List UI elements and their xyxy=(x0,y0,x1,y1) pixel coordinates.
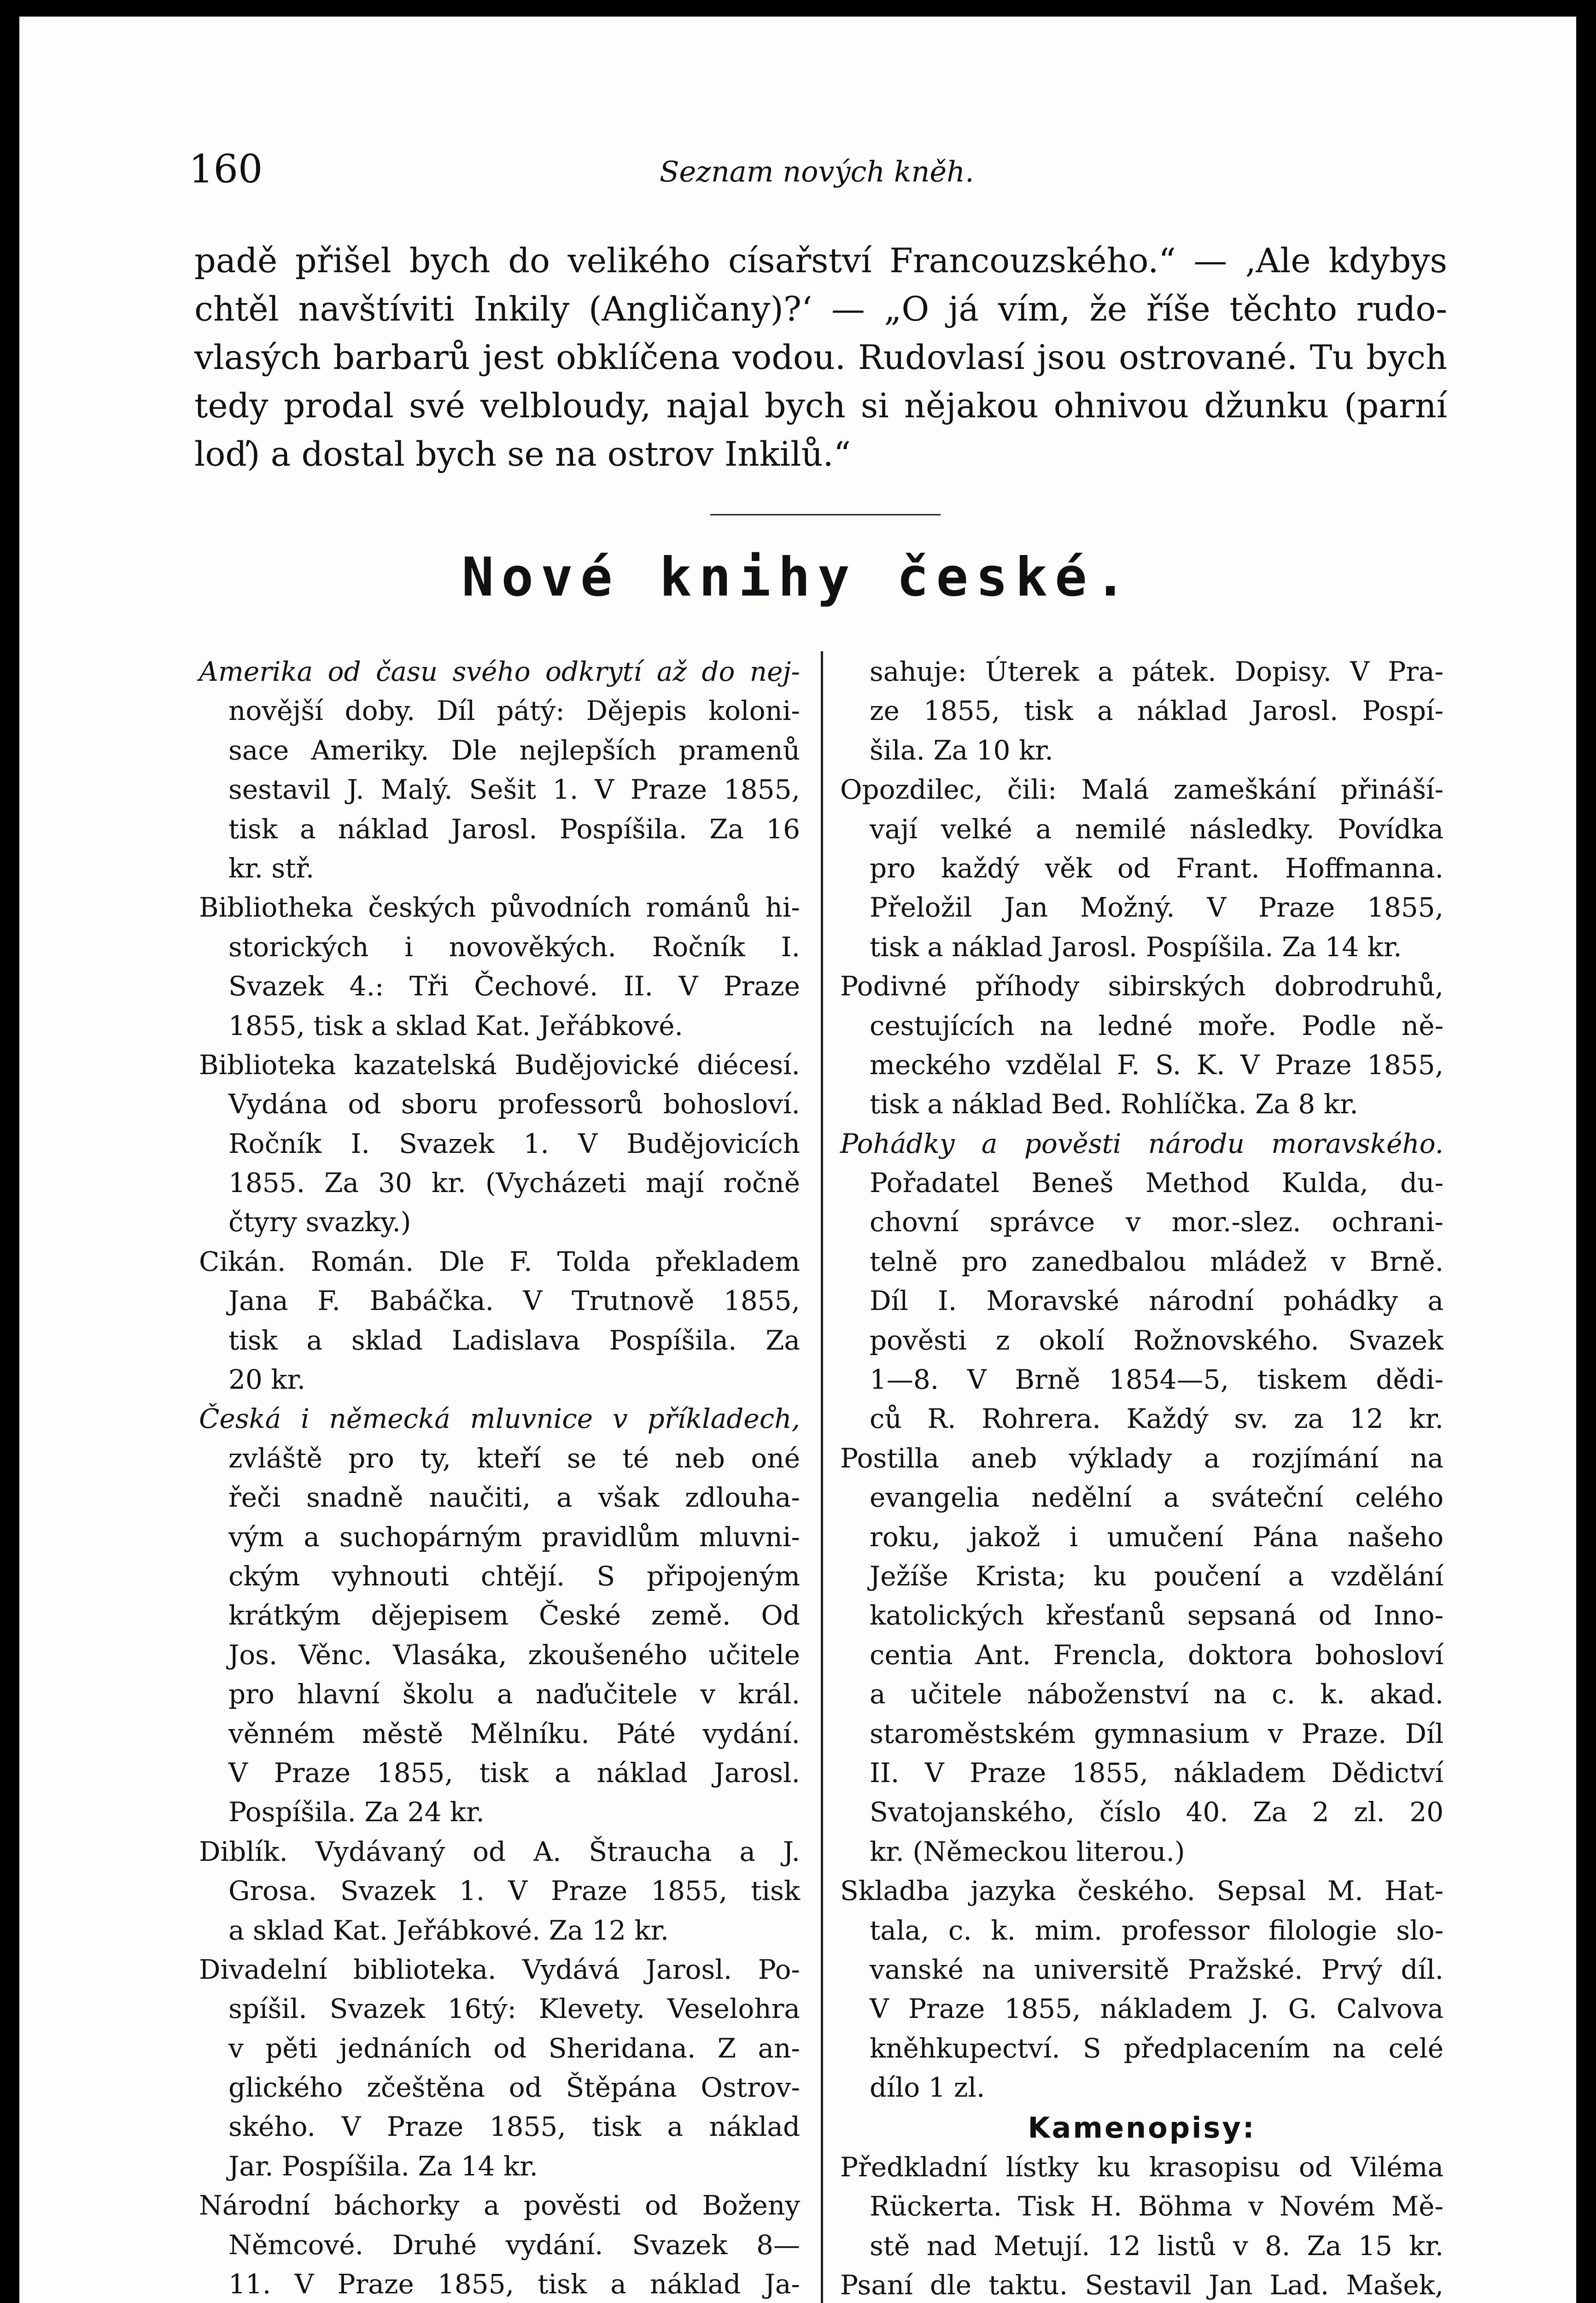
entry-line-text: a sklad Kat. Jeřábkové. Za 12 kr. xyxy=(228,1914,669,1946)
entry-line-text: ze 1855, tisk a náklad Jarosl. Pospí- xyxy=(870,695,1444,727)
entry-line-text: stě nad Metují. 12 listů v 8. Za 15 kr. xyxy=(870,2230,1444,2262)
entry-line xyxy=(840,2029,1444,2068)
entry-line-text: roku, jakož i umučení Pána našeho xyxy=(870,1521,1444,1553)
entry-line xyxy=(840,2148,1444,2187)
entry-line-text: novější doby. Díl pátý: Dějepis koloni- xyxy=(228,695,800,727)
entry-line xyxy=(840,1085,1444,1124)
entry-line-text: zvláště pro ty, kteří se té neb oné xyxy=(228,1442,800,1474)
entry-line xyxy=(840,770,1444,809)
entry-line xyxy=(840,1754,1444,1793)
running-title: Seznam nových kněh. xyxy=(660,155,974,188)
entry-line-text: pro hlavní školu a naďučitele v král. xyxy=(228,1678,800,1710)
entry-line xyxy=(840,2266,1444,2303)
entry-line-text: Ježíše Krista; ku poučení a vzdělání xyxy=(870,1560,1444,1592)
column-divider xyxy=(821,651,823,2303)
entry-line xyxy=(199,770,800,809)
entry-line xyxy=(199,1754,800,1793)
entry-line-text: Biblioteka kazatelská Budějovické diécesí. xyxy=(199,1049,800,1081)
entry-line-text: Národní báchorky a pověsti od Boženy xyxy=(199,2190,800,2221)
entry-line xyxy=(199,1439,800,1478)
entry-line-text: Předkladní lístky ku krasopisu od Viléma xyxy=(840,2151,1444,2183)
entry-line xyxy=(199,967,800,1006)
right-column xyxy=(840,652,1444,2107)
entry-line xyxy=(840,1871,1444,1911)
entry-line xyxy=(199,1675,800,1714)
entry-line-text: kr. stř. xyxy=(228,852,315,884)
entry-line-text: tala, c. k. mim. professor filologie slo- xyxy=(870,1914,1444,1946)
entry-line-text: 1855. Za 30 kr. (Vycházeti mají ročně xyxy=(228,1167,800,1199)
entry-line-text: Postilla aneb výklady a rozjímání na xyxy=(840,1442,1444,1474)
entry-line-text: Jos. Věnc. Vlasáka, zkoušeného učitele xyxy=(228,1639,800,1671)
intro-line: tedy prodal své velbloudy, najal bych si nějakou ohnivou džunku (parní xyxy=(194,386,1447,426)
entry-line-text: tisk a náklad Bed. Rohlíčka. Za 8 kr. xyxy=(870,1088,1358,1120)
entry-line xyxy=(199,1793,800,1832)
entry-line xyxy=(199,1911,800,1950)
entry-line xyxy=(199,1281,800,1321)
entry-line-text: šila. Za 10 kr. xyxy=(870,734,1053,766)
entry-line-text: Vydána od sboru professorů bohosloví. xyxy=(228,1088,800,1120)
entry-line xyxy=(199,1124,800,1163)
entry-line-text: ského. V Praze 1855, tisk a náklad xyxy=(228,2111,800,2143)
entry-line xyxy=(840,1675,1444,1714)
intro-line: padě přišel bych do velikého císařství Francouzského.“ — ‚Ale kdybys xyxy=(194,241,1447,281)
entry-line xyxy=(199,1399,800,1438)
entry-line-text: storických i novověkých. Ročník I. xyxy=(228,931,800,963)
entry-line xyxy=(840,1832,1444,1871)
entry-line xyxy=(199,1832,800,1871)
entry-line-text: ců R. Rohrera. Každý sv. za 12 kr. xyxy=(870,1403,1444,1435)
entry-line xyxy=(840,1163,1444,1203)
entry-line xyxy=(840,1242,1444,1281)
entry-line xyxy=(840,1360,1444,1399)
entry-line-text: sestavil J. Malý. Sešit 1. V Praze 1855, xyxy=(228,774,800,806)
page-number: 160 xyxy=(189,146,263,192)
entry-line-text: Pospíšila. Za 24 kr. xyxy=(228,1796,485,1828)
entry-line-text: Díl I. Moravské národní pohádky a xyxy=(870,1285,1444,1317)
entry-line xyxy=(840,928,1444,967)
entry-line-text: vanské na universitě Pražské. Prvý díl. xyxy=(870,1953,1444,1985)
entry-line-text: Svatojanského, číslo 40. Za 2 zl. 20 xyxy=(870,1796,1444,1828)
entry-line-text: 20 kr. xyxy=(228,1364,306,1396)
entry-line xyxy=(840,1989,1444,2028)
entry-line xyxy=(840,1321,1444,1360)
entry-line-text: Svazek 4.: Tři Čechové. II. V Praze xyxy=(228,970,800,1002)
entry-line xyxy=(840,1596,1444,1635)
entry-line-text: II. V Praze 1855, nákladem Dědictví xyxy=(870,1757,1444,1789)
entry-line-text: řeči snadně naučiti, a však zdlouha- xyxy=(228,1482,800,1514)
entry-line-text: telně pro zanedbalou mládež v Brně. xyxy=(870,1245,1444,1277)
entry-line-text: vým a suchopárným pravidlům mluvni- xyxy=(228,1521,800,1553)
entry-line xyxy=(199,1714,800,1754)
entry-line-text: Přeložil Jan Možný. V Praze 1855, xyxy=(870,892,1444,924)
entry-line-text: pro každý věk od Frant. Hoffmanna. xyxy=(870,852,1444,884)
entry-line-text: spíšil. Svazek 16tý: Klevety. Veselohra xyxy=(228,1993,800,2025)
section-title: Nové knihy české. xyxy=(462,546,1134,608)
entry-line-text: chovní správce v mor.-slez. ochrani- xyxy=(870,1206,1444,1238)
entry-line xyxy=(199,1636,800,1675)
entry-line xyxy=(840,1557,1444,1596)
subsection-title: Kamenopisy: xyxy=(1028,2111,1256,2145)
entry-line-text: sace Ameriky. Dle nejlepších pramenů xyxy=(228,734,800,766)
entry-line-text: Jana F. Babáčka. V Trutnově 1855, xyxy=(228,1285,800,1317)
entry-line-text: 11. V Praze 1855, tisk a náklad Ja- xyxy=(228,2268,800,2300)
entry-line-text: Skladba jazyka českého. Sepsal M. Hat- xyxy=(840,1875,1444,1907)
entry-line-text: V Praze 1855, nákladem J. G. Calvova xyxy=(870,1993,1444,2025)
entry-line xyxy=(840,1793,1444,1832)
subsection-heading-row xyxy=(840,2108,1444,2147)
entry-line xyxy=(199,1006,800,1046)
entry-line xyxy=(199,2226,800,2265)
entry-line xyxy=(199,731,800,770)
entry-line xyxy=(199,1046,800,1085)
right-column-continued xyxy=(840,2148,1444,2303)
entry-line xyxy=(840,967,1444,1006)
entry-line xyxy=(199,1871,800,1911)
entry-line xyxy=(199,1360,800,1399)
entry-line xyxy=(840,2068,1444,2107)
entry-line-text: katolických křesťanů sepsaná od Inno- xyxy=(870,1600,1444,1631)
entry-line xyxy=(199,652,800,691)
entry-line-text: 1855, tisk a sklad Kat. Jeřábkové. xyxy=(228,1010,683,1041)
entry-line xyxy=(199,1478,800,1517)
entry-line xyxy=(840,1478,1444,1517)
entry-line-text: Němcové. Druhé vydání. Svazek 8— xyxy=(228,2229,800,2261)
entry-line xyxy=(840,2187,1444,2226)
intro-line: chtěl navštíviti Inkily (Angličany)?‘ — „O já vím, že říše těchto rudo- xyxy=(194,290,1447,329)
entry-line xyxy=(199,810,800,849)
entry-line xyxy=(840,652,1444,691)
intro-line: loď) a dostal bych se na ostrov Inkilů.“ xyxy=(194,435,851,474)
entry-line-text: kněhkupectví. S předplacením na celé xyxy=(870,2032,1444,2064)
entry-line-text: cestujících na ledné moře. Podle ně- xyxy=(870,1010,1444,1041)
entry-line-text: a učitele náboženství na c. k. akad. xyxy=(870,1678,1444,1710)
entry-line xyxy=(199,849,800,888)
entry-line-text: Česká i německá mluvnice v příkladech, xyxy=(199,1403,800,1435)
entry-line-text: V Praze 1855, tisk a náklad Jarosl. xyxy=(228,1757,800,1789)
entry-line xyxy=(840,2227,1444,2266)
entry-line xyxy=(199,1596,800,1635)
entry-line xyxy=(840,1281,1444,1321)
entry-line-text: v pěti jednáních od Sheridana. Z an- xyxy=(228,2032,800,2064)
entry-line-text: vají velké a nemilé následky. Povídka xyxy=(870,813,1444,845)
entry-line xyxy=(199,1163,800,1203)
entry-line xyxy=(840,1399,1444,1438)
entry-line-text: glického zčeštěna od Štěpána Ostrov- xyxy=(228,2072,800,2104)
entry-line-text: Cikán. Román. Dle F. Tolda překladem xyxy=(199,1245,800,1277)
entry-line xyxy=(840,1046,1444,1085)
entry-line xyxy=(199,2186,800,2225)
entry-line xyxy=(840,1911,1444,1950)
entry-line xyxy=(840,1439,1444,1478)
entry-line-text: centia Ant. Frencla, doktora bohosloví xyxy=(870,1639,1444,1671)
entry-line xyxy=(840,1124,1444,1163)
entry-line-text: věnném městě Mělníku. Páté vydání. xyxy=(228,1718,800,1749)
entry-line-text: Jar. Pospíšila. Za 14 kr. xyxy=(228,2150,538,2182)
entry-line-text: Diblík. Vydávaný od A. Štraucha a J. xyxy=(199,1835,800,1867)
entry-line-text: Opozdilec, čili: Malá zameškání přináší- xyxy=(840,774,1444,806)
entry-line-text: evangelia nedělní a sváteční celého xyxy=(870,1482,1444,1514)
entry-line xyxy=(840,1714,1444,1754)
entry-line xyxy=(840,1518,1444,1557)
entry-line xyxy=(199,888,800,927)
entry-line xyxy=(840,691,1444,731)
entry-line xyxy=(199,2147,800,2186)
entry-line-text: Psaní dle taktu. Sestavil Jan Lad. Mašek, xyxy=(840,2269,1444,2301)
entry-line-text: tisk a náklad Jarosl. Pospíšila. Za 14 kr. xyxy=(870,931,1402,963)
entry-line-text: Ročník I. Svazek 1. V Budějovicích xyxy=(228,1128,800,1159)
entry-line xyxy=(840,888,1444,927)
entry-line xyxy=(840,1950,1444,1989)
entry-line xyxy=(840,1203,1444,1242)
entry-line xyxy=(199,1203,800,1242)
entry-line xyxy=(199,1242,800,1281)
entry-line xyxy=(840,810,1444,849)
entry-line-text: tisk a náklad Jarosl. Pospíšila. Za 16 xyxy=(228,813,800,845)
entry-line xyxy=(199,691,800,731)
entry-line xyxy=(840,1636,1444,1675)
entry-line xyxy=(199,1085,800,1124)
entry-line-text: pověsti z okolí Rožnovského. Svazek xyxy=(870,1324,1444,1356)
entry-line-text: kr. (Německou literou.) xyxy=(870,1835,1185,1867)
entry-line-text: sahuje: Úterek a pátek. Dopisy. V Pra- xyxy=(870,656,1444,687)
entry-line-text: Amerika od času svého odkrytí až do nej- xyxy=(199,656,800,687)
intro-line: vlasých barbarů jest obklíčena vodou. Rudovlasí jsou ostrované. Tu bych xyxy=(194,338,1447,377)
entry-line xyxy=(199,928,800,967)
entry-line-text: Podivné příhody sibirských dobrodruhů, xyxy=(840,970,1444,1002)
entry-line xyxy=(199,1518,800,1557)
entry-line xyxy=(840,1006,1444,1046)
entry-line xyxy=(199,1950,800,1989)
entry-line xyxy=(199,1989,800,2028)
entry-line xyxy=(840,731,1444,770)
entry-line xyxy=(840,849,1444,888)
entry-line-text: Rückerta. Tisk H. Böhma v Novém Mě- xyxy=(870,2191,1444,2222)
book-page xyxy=(19,17,1576,2303)
separator-rule xyxy=(710,514,941,515)
left-column xyxy=(199,652,800,2303)
entry-line xyxy=(199,1557,800,1596)
entry-line-text: staroměstském gymnasium v Praze. Díl xyxy=(870,1718,1444,1749)
entry-line-text: tisk a sklad Ladislava Pospíšila. Za xyxy=(228,1324,800,1356)
entry-line xyxy=(199,2029,800,2068)
entry-line xyxy=(199,1321,800,1360)
entry-line-text: Divadelní biblioteka. Vydává Jarosl. Po- xyxy=(199,1953,800,1985)
entry-line-text: dílo 1 zl. xyxy=(870,2072,985,2104)
entry-line-text: Bibliotheka českých původních románů hi- xyxy=(199,892,800,924)
entry-line-text: Pohádky a pověsti národu moravského. xyxy=(840,1128,1444,1159)
entry-line-text: Pořadatel Beneš Method Kulda, du- xyxy=(870,1167,1444,1199)
entry-line xyxy=(199,2107,800,2146)
entry-line-text: meckého vzdělal F. S. K. V Praze 1855, xyxy=(870,1049,1444,1081)
entry-line-text: čtyry svazky.) xyxy=(228,1206,411,1238)
entry-line-text: ckým vyhnouti chtějí. S připojeným xyxy=(228,1560,800,1592)
entry-line-text: 1—8. V Brně 1854—5, tiskem dědi- xyxy=(870,1364,1444,1396)
entry-line-text: krátkým dějepisem České země. Od xyxy=(228,1600,800,1631)
entry-line xyxy=(199,2068,800,2107)
entry-line xyxy=(199,2265,800,2303)
entry-line-text: Grosa. Svazek 1. V Praze 1855, tisk xyxy=(228,1875,800,1907)
